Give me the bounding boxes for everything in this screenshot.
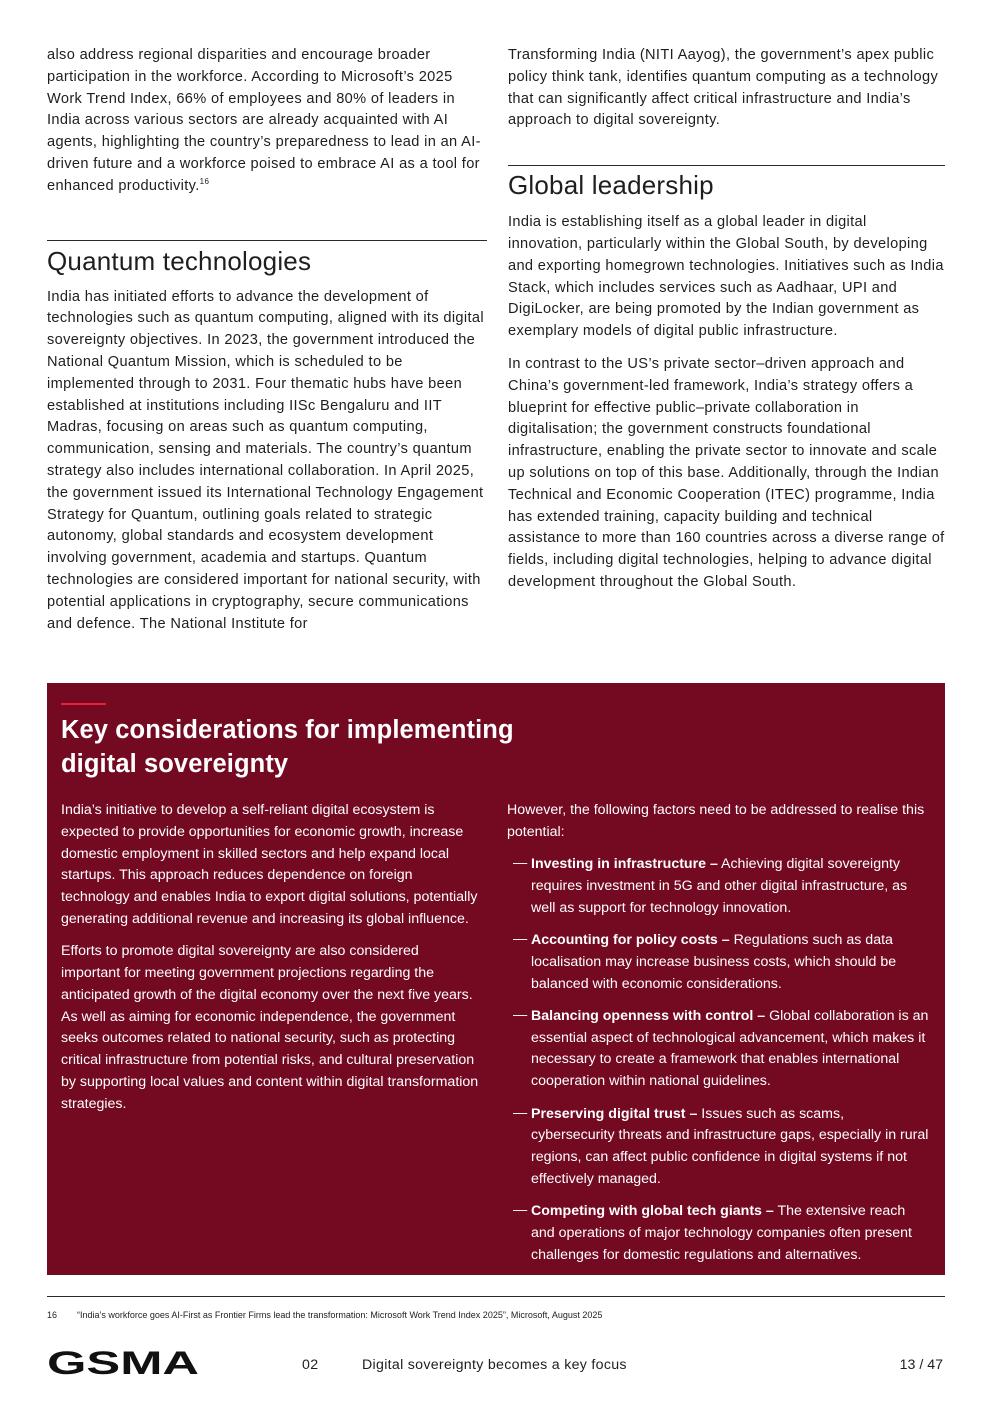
dash-icon: — bbox=[513, 930, 528, 947]
list-item: — Preserving digital trust – Issues such as scams, cybersecurity threats and infrastructure gaps, especially in rural regions, can affect public confidence in digital systems if not effectively managed. bbox=[513, 1104, 929, 1187]
list-item: — Investing in infrastructure – Achieving digital sovereignty requires investment in 5G and other digital infrastructure, as well as support for technology innovation. bbox=[513, 855, 908, 916]
key-considerations-box bbox=[47, 683, 945, 1275]
continuation-paragraph: Transforming India (NITI Aayog), the government’s apex public policy think tank, identifies quantum computing as a technology that can significantly affect critical infrastructure and India’s approach to digital sovereignty. bbox=[508, 47, 939, 129]
page-number: 13 / 47 bbox=[899, 1357, 943, 1373]
footnote-number: 16 bbox=[47, 1310, 58, 1320]
footnote bbox=[47, 1309, 602, 1321]
footnote-divider bbox=[47, 1296, 945, 1297]
gsma-logo-text: GSMA bbox=[47, 1350, 199, 1376]
list-item: — Balancing openness with control – Global collaboration is an essential aspect of technological advancement, which makes it necessary to create a framework that enables international cooperation within national guidelines. bbox=[513, 1006, 929, 1090]
global-paragraph-2: In contrast to the US’s private sector–driven approach and China’s government-led framework, India’s strategy offers a blueprint for effective public–private collaboration in digitalisation; the government constructs foundational infrastructure, enabling the private sector to innovate and scale up solutions on top of this base. Additionally, through the Indian Technical and Economic Cooperation (ITEC) programme, India has extended training, capacity building and technical assistance to more than 160 countries across a diverse range of fields, including digital technologies, helping to advance digital development throughout the Global South. bbox=[508, 355, 945, 590]
dash-icon: — bbox=[513, 1006, 528, 1023]
accent-line bbox=[61, 703, 106, 705]
list-item: — Accounting for policy costs – Regulations such as data localisation may increase business costs, which should be balanced with economic considerations. bbox=[513, 930, 897, 992]
footer-section-title: Digital sovereignty becomes a key focus bbox=[362, 1357, 627, 1373]
callout-intro: However, the following factors need to be addressed to realise this potential: bbox=[507, 802, 925, 840]
quantum-heading: Quantum technologies bbox=[47, 245, 312, 276]
footnote-ref[interactable]: 16 bbox=[199, 176, 210, 186]
dash-icon: — bbox=[513, 1202, 528, 1219]
quantum-paragraph: India has initiated efforts to advance the development of technologies such as quantum computing, aligned with its digital sovereignty objectives. In 2023, the government introduced the National Quantum Mission, which is scheduled to be implemented through to 2031. Four thematic hubs have been established at institutions including IISc Bengaluru and IIT Madras, focusing on areas such as quantum computing, communication, sensing and materials. The country’s quantum strategy also includes international collaboration. In April 2025, the government issued its International Technology Engagement Strategy for Quantum, outlining goals related to strategic autonomy, global standards and ecosystem development involving government, academia and startups. Quantum technologies are considered important for national security, with potential applications in cryptography, secure communications and defence. The National Institute for bbox=[47, 288, 484, 632]
callout-paragraph-2: Efforts to promote digital sovereignty are also considered important for meeting government projections regarding the anticipated growth of the digital economy over the next five years. As well as aiming for economic independence, the government seeks outcomes related to national security, such as protecting critical infrastructure from potential risks, and cultural preservation by supporting local values and content within digital transformation strategies. bbox=[61, 943, 479, 1112]
callout-right-column bbox=[507, 800, 931, 1277]
global-paragraph-1: India is establishing itself as a global leader in digital innovation, particularly within the Global South, by developing and exporting homegrown technologies. Initiatives such as India Stack, which includes services such as Aadhaar, UPI and DigiLocker, are being promoted by the Indian government as exemplary models of digital public infrastructure. bbox=[508, 214, 944, 340]
footer-chapter-number: 02 bbox=[302, 1357, 319, 1373]
dash-icon: — bbox=[513, 1104, 528, 1121]
section-divider bbox=[508, 165, 945, 166]
right-column bbox=[508, 45, 945, 605]
left-column bbox=[47, 45, 487, 646]
section-divider bbox=[47, 240, 487, 241]
global-heading: Global leadership bbox=[508, 170, 714, 201]
callout-left-column bbox=[61, 800, 481, 1126]
callout-paragraph-1: India’s initiative to develop a self-reliant digital ecosystem is expected to provide opportunities for economic growth, increase domestic employment in skilled sectors and help expand local startups. This approach reduces dependence on foreign technology and enables India to export digital solutions, potentially generating additional revenue and increasing its global influence. bbox=[61, 802, 478, 927]
gsma-logo[interactable] bbox=[47, 1350, 199, 1376]
dash-icon: — bbox=[513, 855, 528, 872]
list-item: — Competing with global tech giants – The extensive reach and operations of major technology companies often present challenges for domestic regulations and alternatives. bbox=[513, 1202, 912, 1263]
intro-paragraph: also address regional disparities and encourage broader participation in the workforce. According to Microsoft’s 2025 Work Trend Index, 66% of employees and 80% of leaders in India across various sectors are already acquainted with AI agents, highlighting the country’s preparedness to lead in an AI-driven future and a workforce poised to embrace AI as a tool for enhanced productivity.$^{16}$ bbox=[47, 47, 481, 194]
callout-title: Key considerations for implementing digital sovereignty bbox=[61, 716, 514, 778]
footnote-text: “India’s workforce goes AI-First as Frontier Firms lead the transformation: Microsoft Work Trend Index 2025”, Microsoft, August 2025 bbox=[77, 1310, 603, 1320]
